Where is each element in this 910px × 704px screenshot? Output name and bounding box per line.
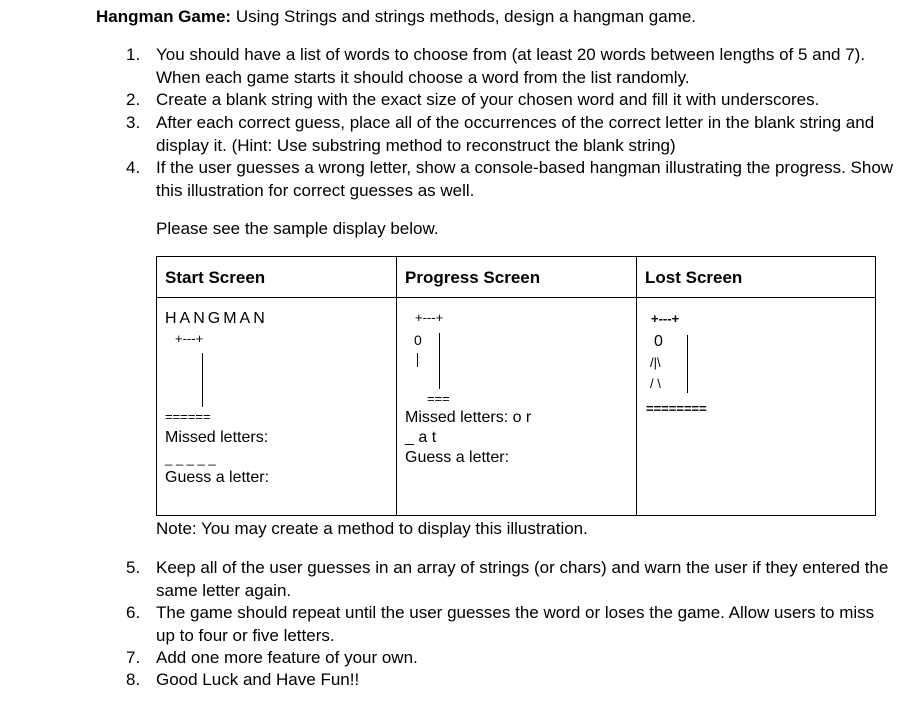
start-gallows-top: +---+ xyxy=(175,331,204,346)
list-number: 1. xyxy=(126,45,141,64)
list-number: 2. xyxy=(126,90,141,109)
list-text: Create a blank string with the exact size of your chosen word and fill it with underscores. xyxy=(156,90,820,109)
lost-gallows-top: +---+ xyxy=(651,311,680,326)
progress-gallows-post xyxy=(439,333,440,389)
start-blank-word: _ _ _ _ _ xyxy=(165,451,216,466)
list-text: Add one more feature of your own. xyxy=(156,648,418,667)
progress-head: 0 xyxy=(414,332,422,348)
list-number: 4. xyxy=(126,158,141,177)
progress-word: _ a t xyxy=(405,429,437,446)
table-column-divider xyxy=(636,257,637,515)
sample-intro: Please see the sample display below. xyxy=(156,219,439,238)
list-number: 7. xyxy=(126,648,141,667)
heading xyxy=(96,7,696,27)
sample-display-table xyxy=(156,256,876,516)
list-text: Keep all of the user guesses in an array of strings (or chars) and warn the user if they entered the same letter again. xyxy=(156,558,889,600)
start-gallows-post xyxy=(202,353,203,407)
progress-missed-letters: Missed letters: o r xyxy=(405,409,532,426)
lost-head: 0 xyxy=(654,333,663,350)
lost-arms: /|\ xyxy=(650,355,661,370)
table-column-divider xyxy=(396,257,397,515)
header-lost-screen: Lost Screen xyxy=(645,268,743,287)
note: Note: You may create a method to display this illustration. xyxy=(156,519,588,538)
header-progress-screen: Progress Screen xyxy=(405,268,541,287)
lost-gallows-base: ======== xyxy=(646,401,707,416)
list-text: You should have a list of words to choose from (at least 20 words between lengths of 5 and 7). When each game starts it should choose a word from the list randomly. xyxy=(156,45,866,87)
start-gallows-base: ====== xyxy=(165,409,211,424)
list-text: If the user guesses a wrong letter, show a console-based hangman illustrating the progress. Show this illustration for correct guesses as well. xyxy=(156,158,894,200)
list-number: 6. xyxy=(126,603,141,622)
start-title: HANGMAN xyxy=(165,310,268,327)
list-text: Good Luck and Have Fun!! xyxy=(156,670,360,689)
table-header-divider xyxy=(157,297,875,298)
list-number: 8. xyxy=(126,670,141,689)
start-guess-prompt: Guess a letter: xyxy=(165,469,270,486)
list-number: 3. xyxy=(126,113,141,132)
list-text: After each correct guess, place all of the occurrences of the correct letter in the blank string and display it. (Hint: Use substring method to reconstruct the blank string) xyxy=(156,113,875,155)
lost-legs: / \ xyxy=(650,376,661,391)
progress-gallows-base: === xyxy=(427,391,450,406)
lost-gallows-post xyxy=(687,335,688,393)
progress-gallows-top: +---+ xyxy=(415,310,444,325)
list-number: 5. xyxy=(126,558,141,577)
progress-guess-prompt: Guess a letter: xyxy=(405,449,510,466)
heading-text: Using Strings and strings methods, design a hangman game. xyxy=(235,7,697,26)
heading-label: Hangman Game: xyxy=(96,7,232,26)
list-text: The game should repeat until the user guesses the word or loses the game. Allow users to miss up to four or five letters. xyxy=(156,603,875,645)
progress-body xyxy=(417,353,418,367)
start-missed-label: Missed letters: xyxy=(165,429,269,446)
header-start-screen: Start Screen xyxy=(165,268,266,287)
